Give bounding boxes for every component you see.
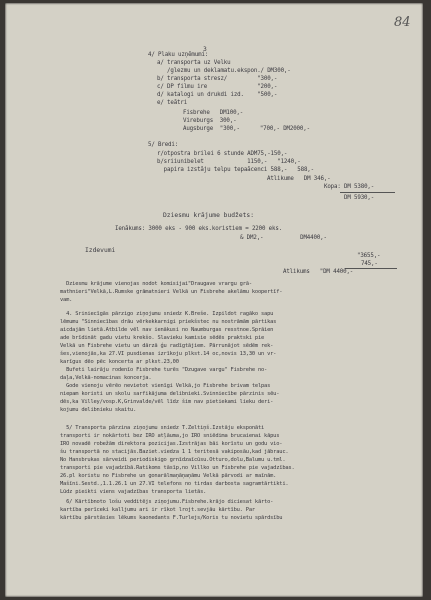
- paragraph-line: mathnieri"Velkā,L.Rumske grāmatnieri Velkā un Fisbrehe akelāmu koopertīf-: [60, 289, 283, 295]
- theatre-line: Vireburgs 300,-: [183, 118, 237, 124]
- paragraph-line: niepam koristi un skolu sarfikājuma delibnieki.Svinniecībe pārzinis sēu-: [60, 391, 280, 397]
- section-bredi-line: papira izstāju telpu tepaācenci 588,- 588,-: [157, 167, 314, 173]
- paragraph-line: dēs,ka Villey/vosp.K,Grinvalde/vēl līdz šim nav pietiekami lieku deri-: [60, 399, 274, 405]
- theatre-line: Fisbrehe DM100,-: [183, 110, 244, 116]
- section-bredi-line: b/sriiunibelet 1150,- "1240,-: [157, 159, 301, 165]
- theatre-line: Augsburge "300,- "700,- DM2000,-: [183, 126, 310, 132]
- paragraph-line: kartība perīceki kalljumu ari ir rīkot lrojt.sevjāu kārtību. Par: [60, 507, 255, 513]
- paragraph-line: šu transportā no stacijās.Baziet.viedza 1 1 teritesā vakiposāu,kad jābrauc.: [60, 449, 289, 455]
- total-line: DM 5930,-: [344, 195, 375, 201]
- budget-line: & DM2,- DM4400,-: [240, 235, 327, 241]
- total-line: Atlikume DM 346,-: [267, 176, 331, 182]
- expense-line: Atlikums "DM 4400,-: [283, 269, 354, 275]
- section-bredi-line: r/otpostra brilei 6 stunde ADM75,-150,-: [157, 151, 288, 157]
- paragraph-line: transporti pie vajadzībā.Ratikoms tāsīp,no Villko un Fisbrehe pie vajadzības.: [60, 465, 295, 471]
- handwritten-page-note: 84: [394, 15, 411, 30]
- paragraph-line: Gode vienoju vērēo nevietot vienīgi Velkā,jo Fisbrehe brivam telpas: [60, 383, 271, 389]
- expense-line: "3655,-: [357, 253, 381, 259]
- paragraph-line: 5/ Transporta pārzina ziņojumu sniedz T.Zeltiņš.Izstāju eksponāti: [60, 425, 265, 431]
- paragraph-line: Bufeti lairāju rodenīo Fisbrehe turēs "Dzugave vargu" Fisbrehe no-: [60, 367, 268, 373]
- paragraph-line: vam.: [60, 297, 73, 303]
- budget-title: Dziesmu krājume budžets:: [163, 212, 254, 219]
- paragraph-line: daļa,Velkā-nomacinas koncerja.: [60, 375, 152, 381]
- paragraph-line: karīgus dēo pēc koncerta ar plkst.23,00: [60, 359, 179, 365]
- paragraph-line: Dziesmu krājume vienojas nodot komisijai"Draugave vrargu grā-: [60, 281, 252, 287]
- page-number: 3: [203, 46, 207, 53]
- paragraph-line: Velkā un Fisbrehe vietu un dārzā ģu radīgtājiem. Pārrunājot sēdēm rek-: [60, 343, 274, 349]
- paragraph-line: lēmumu "Sinniecības drāu vērkekkarnigi priekšstec nu nostrāmām pārtikas: [60, 319, 277, 325]
- expense-label: Izdevumi: [85, 247, 116, 254]
- paragraph-line: kārtību pārstāsies lēkums kaonedants F.Turlejs/Koris tu novietu spārdsību: [60, 515, 283, 521]
- paragraph-line: transporti ir nokārtoti bez IRO atļāuma,jo IRO sniēdima brucaienai kāpus: [60, 433, 280, 439]
- section-plaku-header: 4/ Plaku uzņēmumi:: [148, 52, 209, 58]
- paragraph-line: ade brīdināt gadu vietu krekšo. Slavieku kamisie sēdēs praktski pie: [60, 335, 265, 341]
- budget-line: Ienākums: 3000 eks - 900 eks.koristiem = 2200 eks.: [115, 226, 283, 232]
- paragraph-line: IRO novadē robežām direktora pozicijas.Izstrājas bāi korīstu un godu vio-: [60, 441, 283, 447]
- section-plaku-line: a/ transporta uz Velku: [157, 60, 231, 66]
- section-bredi-header: 5/ Bredi:: [148, 142, 179, 148]
- paragraph-line: 26.pl koristu no Fisbrehe un gonarālmaņāņaņāmu Velkā pārvodi ar maīnām.: [60, 473, 277, 479]
- paragraph-line: Mašīni.Sestd.,1.1.26.1 un 27.VI telefons no tirdas darbosta sagramtārtikti.: [60, 481, 289, 487]
- total-line: Kopa: DM 5380,-: [324, 184, 375, 190]
- section-plaku-line: /glezmu un deklamatu.ekspon./ DM300,-: [157, 68, 291, 74]
- section-plaku-line: c/ DP filmu ire "200,-: [157, 84, 278, 90]
- total-underline: [340, 192, 395, 193]
- section-plaku-line: e/ teātri: [157, 100, 188, 106]
- paragraph-line: 6/ Kārtībnoto lošu vedditējs ziņojumu.Fisbrehe.krājo diciesat kārto-: [60, 499, 274, 505]
- paragraph-line: 4. Sriniecīgās pārzigo ziņojumu sniedz K.Breše. Izpildot ragāko sapu: [60, 311, 274, 317]
- paragraph-line: kojumu delibnieku skaitu.: [60, 407, 137, 413]
- paragraph-line: No Hansbrukas sārveidi periodiskigo grnīdzaīcūsu.Otturo,dolu,Balumu u.tml.: [60, 457, 286, 463]
- section-plaku-line: b/ transporta stresz/ "300,-: [157, 76, 278, 82]
- paragraph-line: Lūdz pieikti viens vajadzības transporta lietās.: [60, 489, 207, 495]
- paragraph-line: aicdajām lietā.Atbilde vēl nav ienākusi no Naumburgas resstnoe.Sprāien: [60, 327, 274, 333]
- section-plaku-line: d/ katalogi un drukdi izd. "500,-: [157, 92, 278, 98]
- document-page: [5, 3, 423, 597]
- paragraph-line: šes,vienojās,ka 27.VI pusdienas izrīkoju plkst.14 oc,novis 13,30 un vr-: [60, 351, 277, 357]
- expense-line: 745,-: [361, 261, 378, 267]
